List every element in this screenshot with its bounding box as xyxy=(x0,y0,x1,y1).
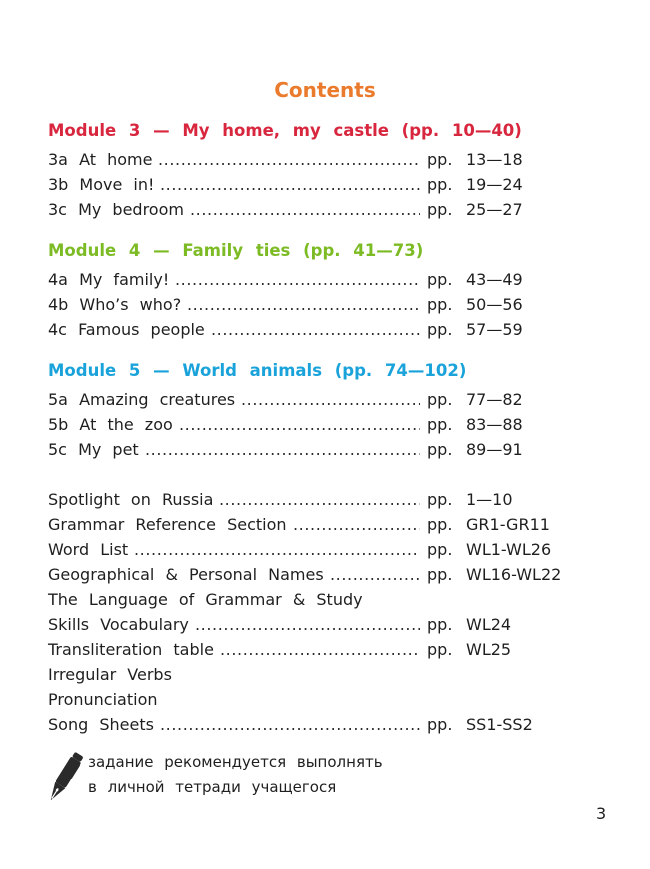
note-line-1: задание рекомендуется выполнять xyxy=(88,753,383,771)
toc-row: 5b At the zoo ..... pp. 83—88 xyxy=(48,414,528,436)
toc-row: 3b Move in! ..... pp. 19—24 xyxy=(48,174,528,196)
toc-row: Irregular Verbs xyxy=(48,665,172,684)
dot-leader xyxy=(175,269,420,291)
dot-leader xyxy=(160,714,420,736)
module-4-heading: Module 4 — Family ties (pp. 41—73) xyxy=(48,241,424,260)
page-title: Contents xyxy=(274,78,376,102)
dot-leader xyxy=(195,614,420,636)
dot-leader xyxy=(179,414,420,436)
module-5-heading: Module 5 — World animals (pp. 74—102) xyxy=(48,361,467,380)
dot-leader xyxy=(160,174,420,196)
toc-row: 3a At home ..... pp. 13—18 xyxy=(48,149,528,171)
dot-leader xyxy=(187,294,420,316)
toc-row: 4c Famous people ..... pp. 57—59 xyxy=(48,319,528,341)
dot-leader xyxy=(145,439,420,461)
toc-row: Word List ..... pp. WL1-WL26 xyxy=(48,539,528,561)
toc-row: Skills Vocabulary ..... pp. WL24 xyxy=(48,614,528,636)
dot-leader xyxy=(220,639,420,661)
toc-row: Transliteration table ..... pp. WL25 xyxy=(48,639,528,661)
dot-leader xyxy=(211,319,420,341)
note-line-2: в личной тетради учащегося xyxy=(88,778,337,796)
toc-row: The Language of Grammar & Study xyxy=(48,590,363,609)
dot-leader xyxy=(134,539,420,561)
toc-row: 5c My pet ..... pp. 89—91 xyxy=(48,439,528,461)
toc-row: Geographical & Personal Names ..... pp. WL16-WL22 xyxy=(48,564,528,586)
toc-row: 5a Amazing creatures ..... pp. 77—82 xyxy=(48,389,528,411)
toc-row: 4a My family! ..... pp. 43—49 xyxy=(48,269,528,291)
toc-row: Spotlight on Russia ..... pp. 1—10 xyxy=(48,489,528,511)
dot-leader xyxy=(241,389,420,411)
page-number: 3 xyxy=(596,804,607,823)
dot-leader xyxy=(330,564,420,586)
toc-row: 4b Who’s who? ..... pp. 50—56 xyxy=(48,294,528,316)
dot-leader xyxy=(219,489,420,511)
module-3-heading: Module 3 — My home, my castle (pp. 10—40) xyxy=(48,121,522,140)
toc-row: Grammar Reference Section ..... pp. GR1-GR11 xyxy=(48,514,528,536)
toc-row: Song Sheets ..... pp. SS1-SS2 xyxy=(48,714,528,736)
toc-row: Pronunciation xyxy=(48,690,158,709)
dot-leader xyxy=(190,199,420,221)
toc-row: 3c My bedroom ..... pp. 25—27 xyxy=(48,199,528,221)
dot-leader xyxy=(158,149,420,171)
pen-icon xyxy=(44,748,84,810)
dot-leader xyxy=(293,514,420,536)
